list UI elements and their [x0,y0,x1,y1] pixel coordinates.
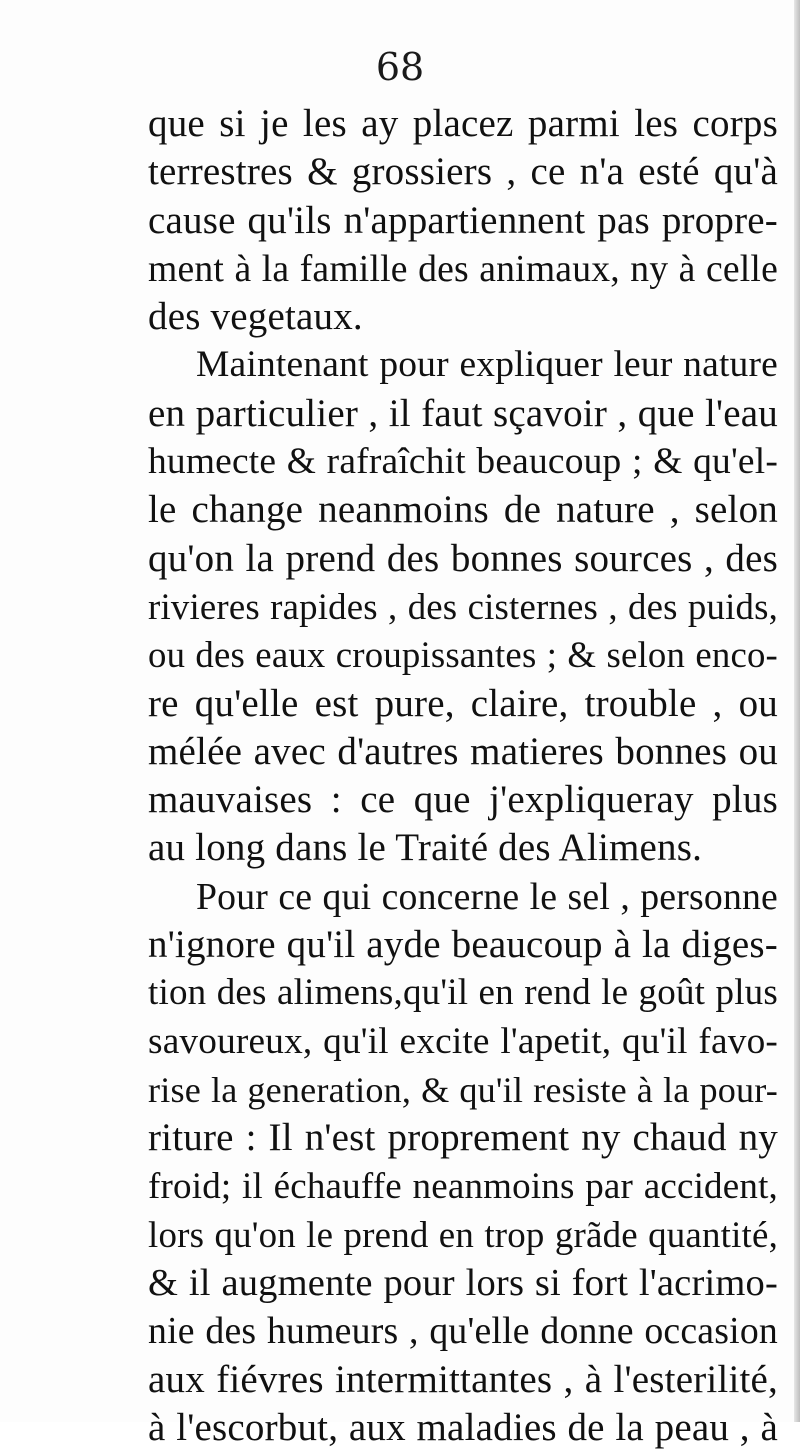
text-line: aux fiévres intermittantes , à l'esterilité, [148,1357,778,1401]
text-line: terrestres & grossiers , ce n'a esté qu'à [148,150,778,194]
text-line: riture : Il n'est proprement ny chaud ny [148,1116,778,1160]
text-line: Maintenant pour expliquer leur nature [196,344,778,386]
text-line: en particulier , il faut sçavoir , que l'eau [148,391,778,435]
text-line: cause qu'ils n'appartiennent pas propre- [148,198,778,242]
text-line: mélée avec d'autres matieres bonnes ou [148,729,778,773]
text-line: Pour ce qui concerne le sel , personne [196,875,778,918]
text-line: mauvaises : ce que j'expliqueray plus [148,778,778,822]
text-line: au long dans le Traité des Alimens. [148,826,703,870]
text-line: rivieres rapides , des cisternes , des puids, [148,585,778,627]
body-text [148,100,778,1452]
text-line: tion des alimens,qu'il en rend le goût plus [148,972,778,1014]
text-line: ou des eaux croupissantes ; & selon enco- [148,634,778,676]
page-edge-shadow [794,0,800,1422]
text-line: savoureux, qu'il excite l'apetit, qu'il favo- [148,1020,778,1062]
text-line: ment à la famille des animaux, ny à celle [148,247,778,290]
text-line: & il augmente pour lors si fort l'acrimo- [148,1262,778,1305]
text-line: rise la generation, & qu'il resiste à la pour- [148,1069,778,1110]
text-line: qu'on la prend des bonnes sources , des [148,536,778,580]
text-line: froid; il échauffe neanmoins par accident, [148,1165,778,1207]
page-number: 68 [375,45,425,89]
text-line: humecte & rafraîchit beaucoup ; & qu'el- [148,441,778,483]
text-line: des vegetaux. [148,295,363,339]
text-line: que si je les ay placez parmi les corps [148,102,778,145]
text-line: le change neanmoins de nature , selon [148,488,778,532]
text-line: nie des humeurs , qu'elle donne occasion [148,1310,778,1353]
text-line: à l'escorbut, aux maladies de la peau , à [148,1406,778,1450]
text-line: re qu'elle est pure, claire, trouble , ou [148,681,778,725]
text-line: n'ignore qu'il ayde beaucoup à la diges- [148,923,778,967]
text-line: lors qu'on le prend en trop grãde quantité, [148,1213,778,1255]
